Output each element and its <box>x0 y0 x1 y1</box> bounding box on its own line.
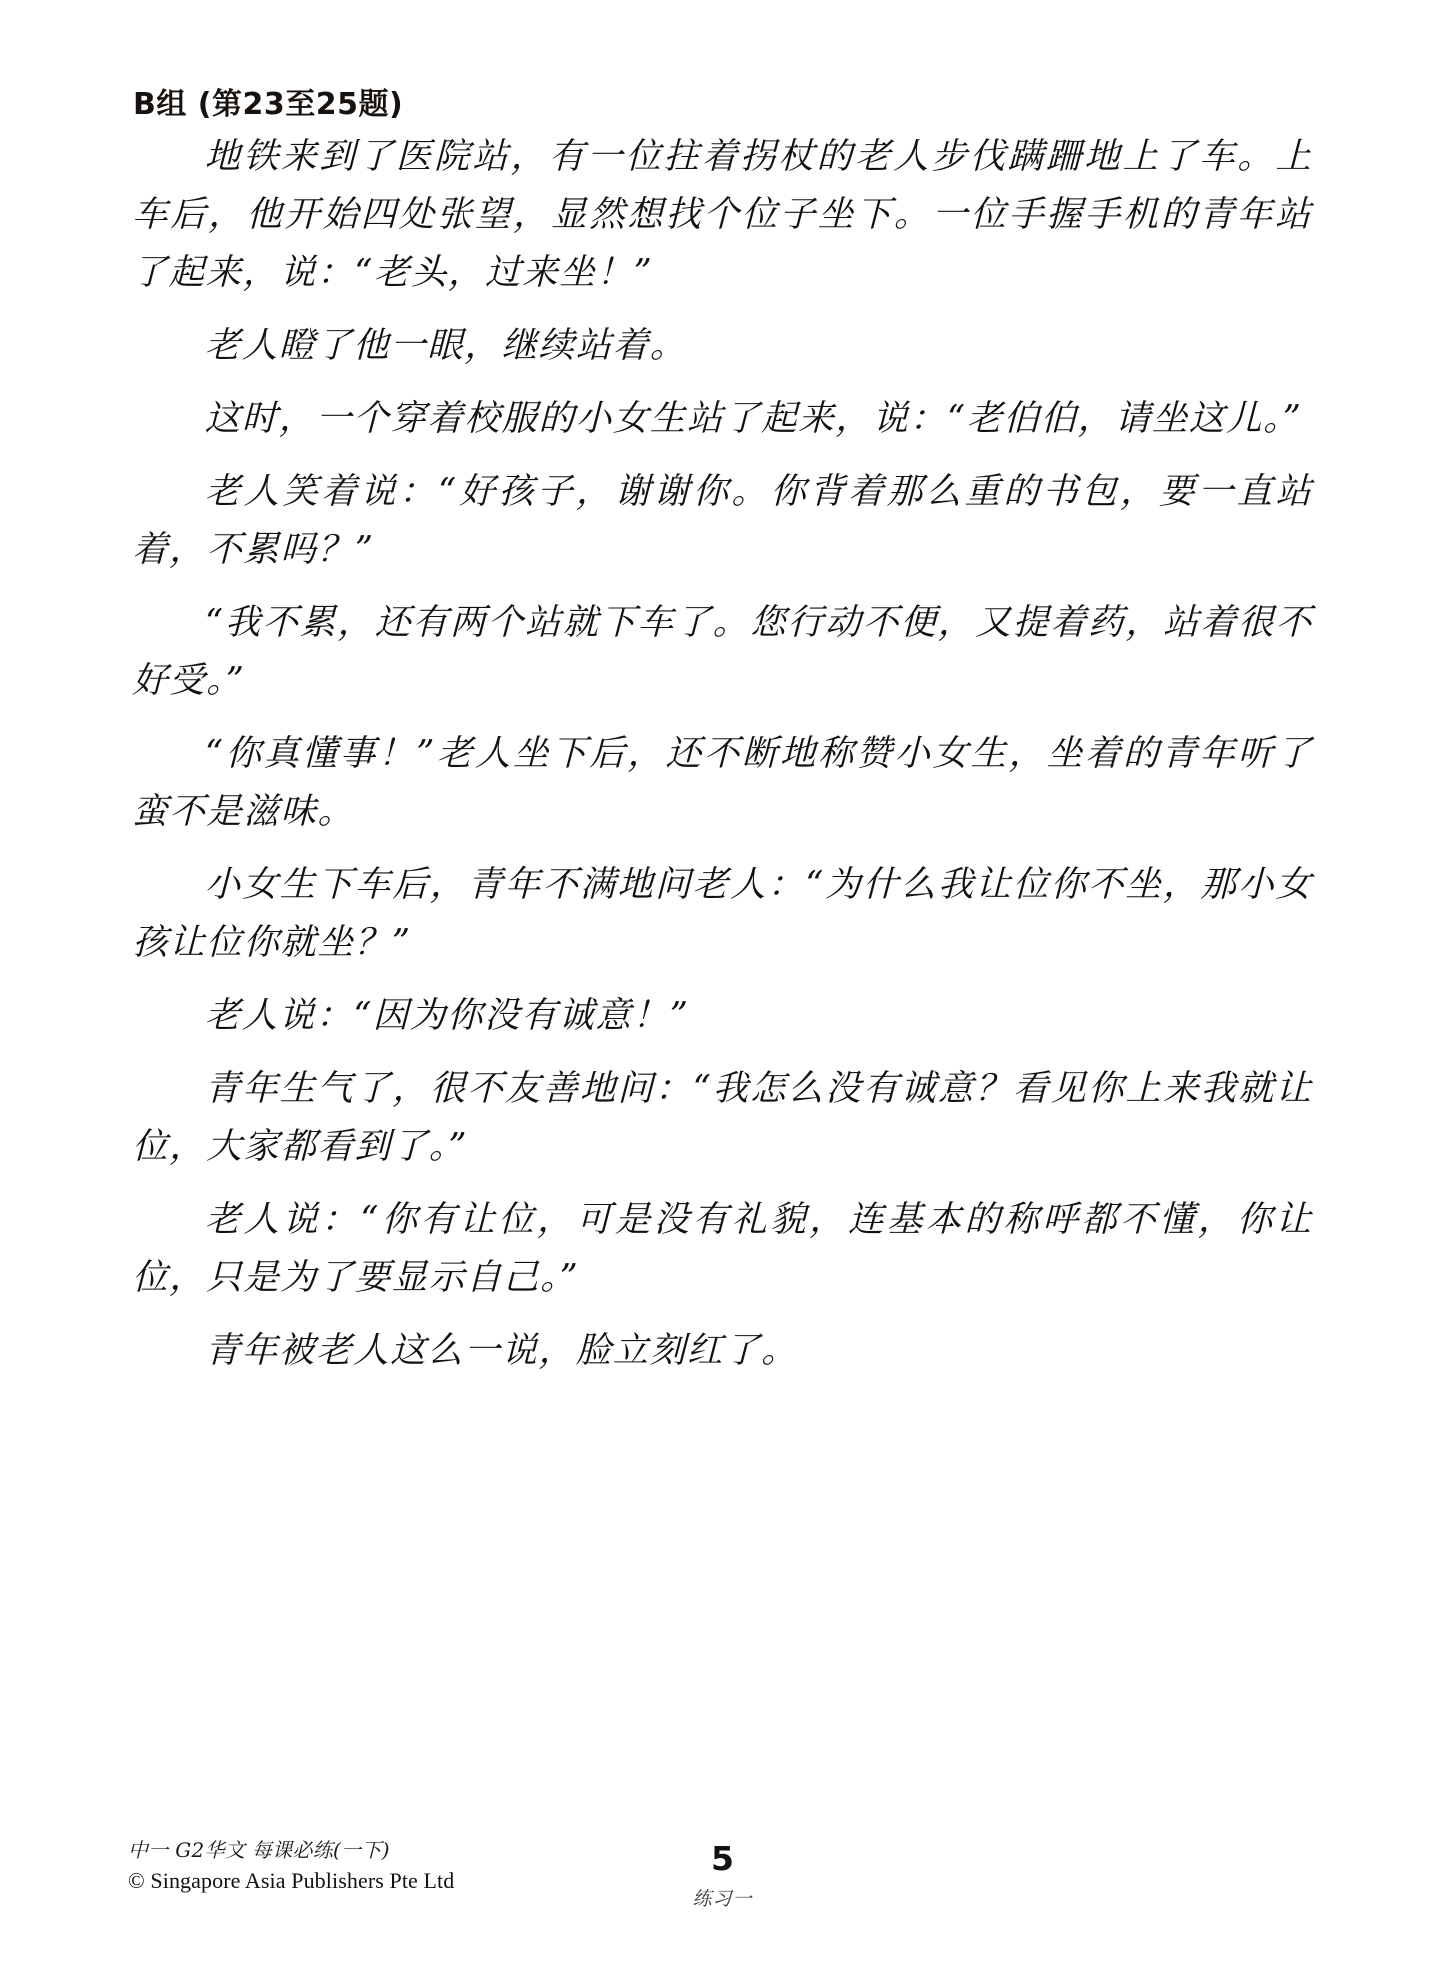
passage-paragraph: 青年被老人这么一说，脸立刻红了。 <box>204 1330 799 1371</box>
passage-paragraph: “我不累，还有两个站就下车了。您行动不便，又提着药，站着很不好受。” <box>131 602 1313 701</box>
footer-exercise-label: 练习一 <box>692 1888 753 1910</box>
footer-copyright: © Singapore Asia Publishers Pte Ltd <box>128 1867 455 1893</box>
passage-paragraph: 老人瞪了他一眼，继续站着。 <box>204 325 688 366</box>
page-number: 5 <box>711 1839 734 1878</box>
passage-paragraph: 地铁来到了医院站，有一位拄着拐杖的老人步伐蹒跚地上了车。上车后，他开始四处张望，显然想找个位子坐下。一位手握手机的青年站了起来，说：“老头，过来坐！” <box>131 136 1313 293</box>
passage-body <box>133 128 1313 1380</box>
passage-paragraph: 老人说：“因为你没有诚意！” <box>204 995 690 1036</box>
passage-paragraph: 青年生气了，很不友善地问：“我怎么没有诚意？看见你上来我就让位，大家都看到了。” <box>131 1068 1313 1167</box>
passage-paragraph: 老人笑着说：“好孩子，谢谢你。你背着那么重的书包，要一直站着，不累吗？” <box>131 471 1313 570</box>
section-header: B组 (第23至25题) <box>133 87 404 122</box>
passage-paragraph: 小女生下车后，青年不满地问老人：“为什么我让位你不坐，那小女孩让位你就坐？” <box>131 864 1313 963</box>
footer-center <box>0 1839 1445 1911</box>
passage-paragraph: 这时，一个穿着校服的小女生站了起来，说：“老伯伯，请坐这儿。” <box>204 398 1303 439</box>
footer-book-title: 中一 G2华文 每课必练(一下) <box>128 1838 390 1862</box>
passage-paragraph: “你真懂事！”老人坐下后，还不断地称赞小女生，坐着的青年听了蛮不是滋味。 <box>131 733 1313 832</box>
passage-paragraph: 老人说：“你有让位，可是没有礼貌，连基本的称呼都不懂，你让位，只是为了要显示自己。” <box>131 1199 1313 1298</box>
